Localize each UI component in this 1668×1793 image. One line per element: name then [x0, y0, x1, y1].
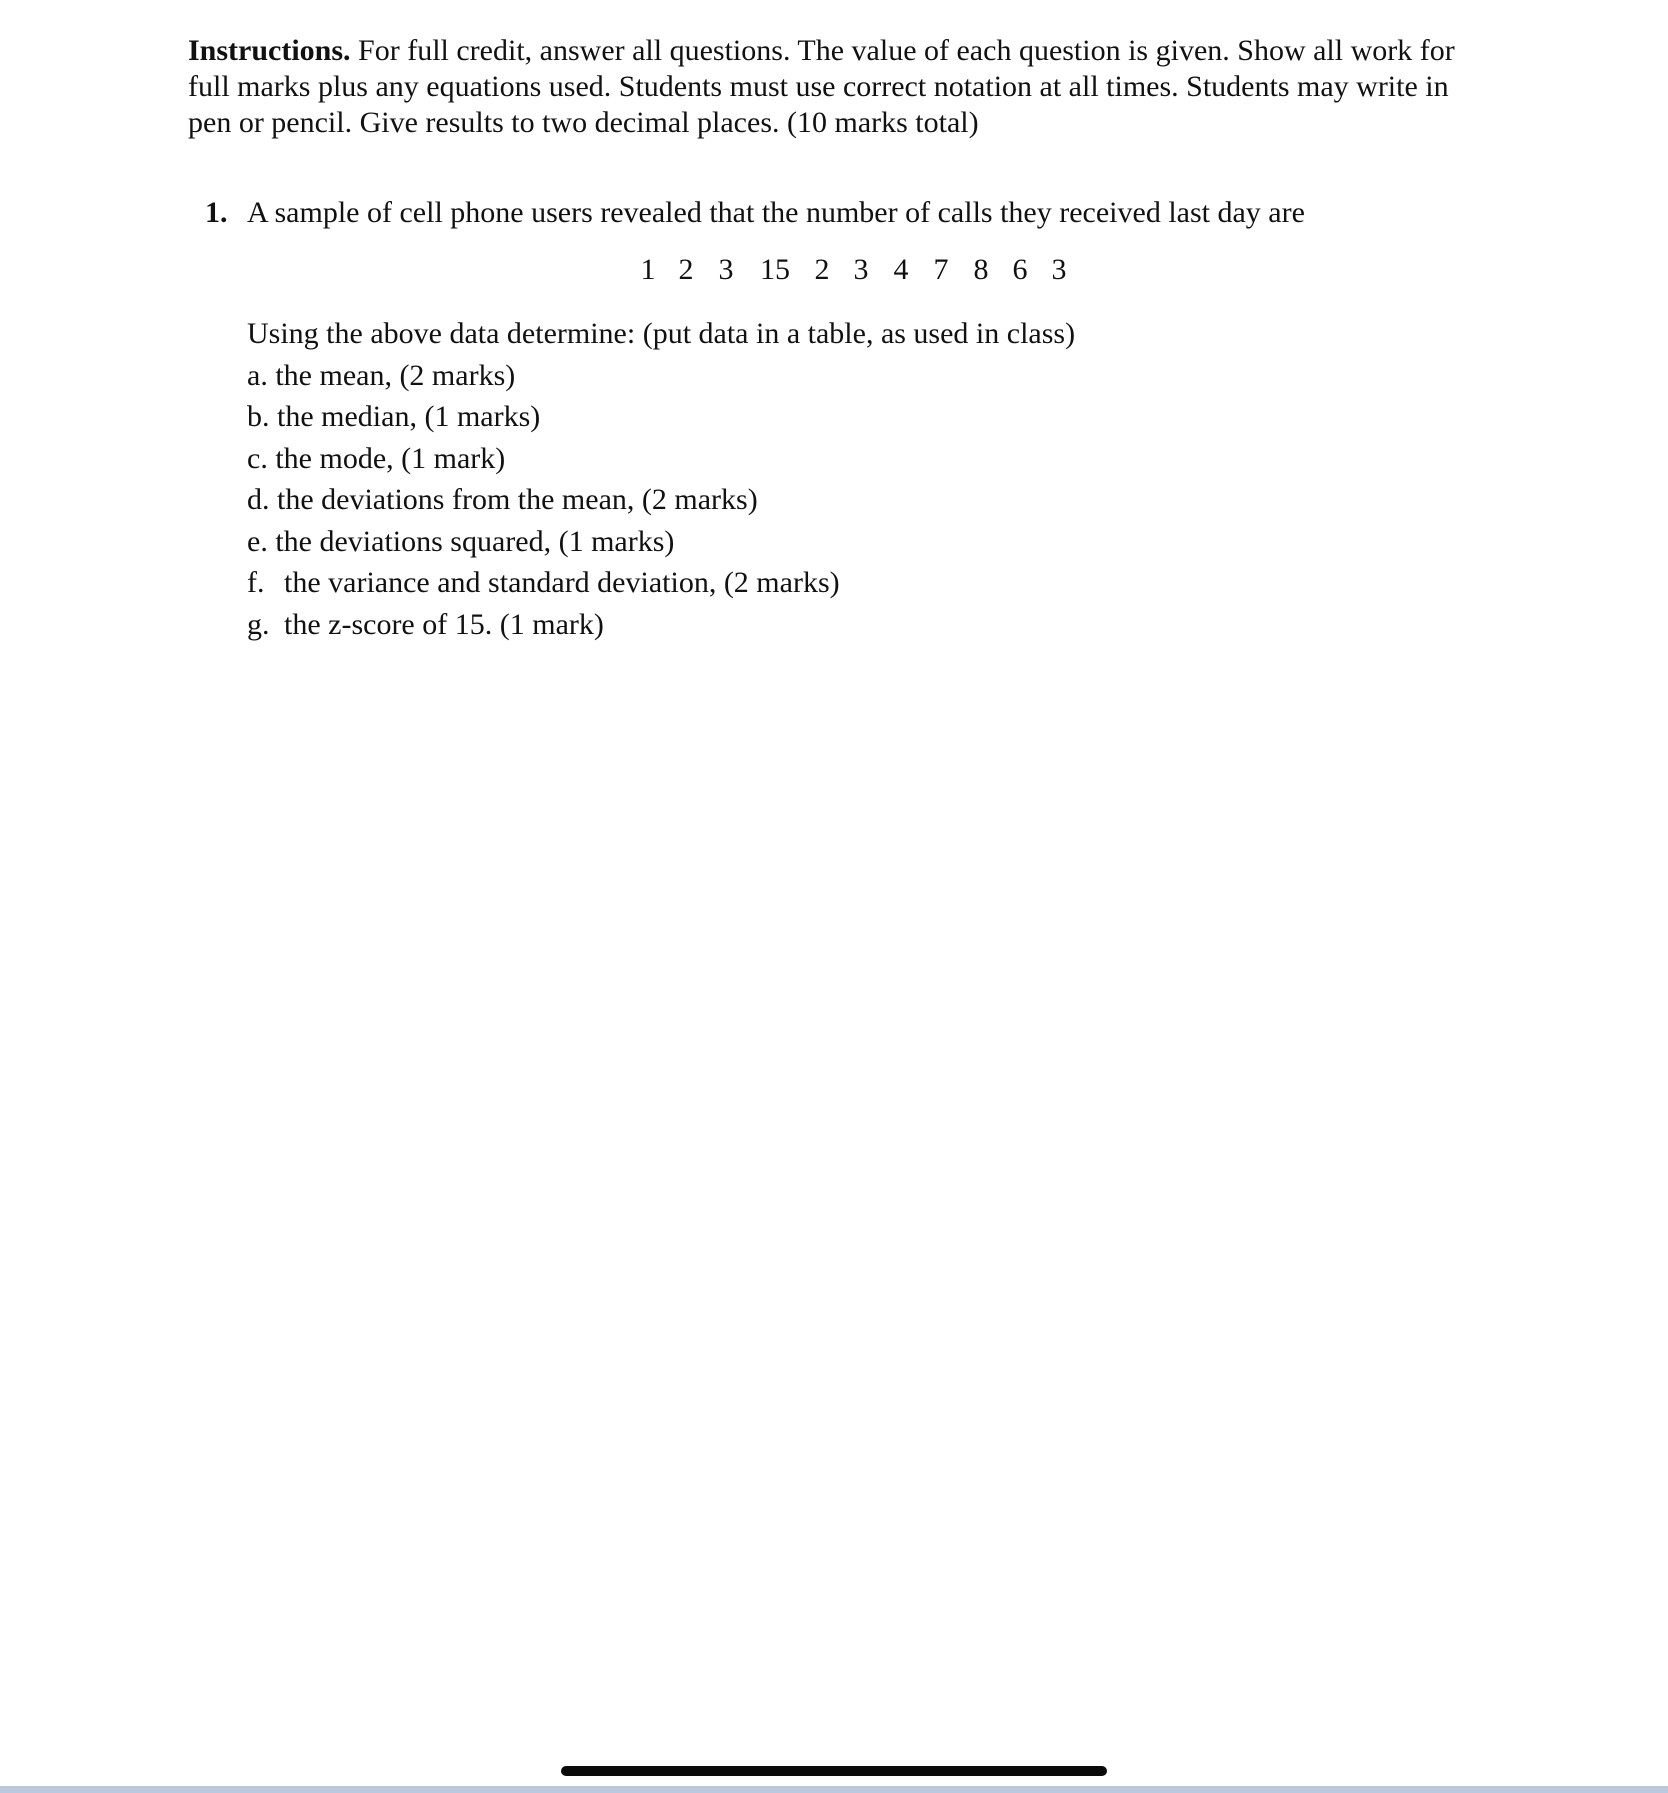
question-text: A sample of cell phone users revealed that the number of calls they received last day are — [247, 196, 1305, 229]
instructions-text: For full credit, answer all questions. The value of each question is given. Show all work for full marks plus any equations used. Students must use correct notation at all times. Students may write in pen or pencil. Give results to two decimal places. (10 marks total) — [188, 34, 1455, 139]
home-indicator-bar[interactable] — [561, 1766, 1107, 1776]
instructions-heading: Instructions. — [188, 34, 351, 67]
question-number: 1. — [205, 196, 228, 229]
data-value: 4 — [893, 253, 909, 286]
data-value: 2 — [678, 253, 694, 286]
list-item — [247, 479, 1447, 521]
item-text: the mode, (1 mark) — [275, 441, 506, 475]
item-letter: d. — [247, 483, 270, 516]
data-value: 7 — [933, 253, 949, 286]
item-letter: b. — [247, 400, 270, 433]
list-item — [247, 438, 1447, 480]
item-letter: c. — [247, 441, 268, 475]
item-letter: e. — [247, 524, 268, 558]
item-text: the mean, (2 marks) — [275, 358, 516, 392]
data-value: 3 — [853, 253, 869, 286]
item-text: the deviations squared, (1 marks) — [275, 524, 675, 558]
item-letter: g. — [247, 607, 270, 641]
list-item — [247, 604, 1447, 646]
data-value: 3 — [718, 253, 734, 286]
list-item — [247, 562, 1447, 604]
instructions-paragraph — [188, 33, 1488, 141]
item-text: the z-score of 15. (1 mark) — [284, 607, 604, 641]
item-letter: a. — [247, 358, 268, 392]
data-value: 3 — [1051, 253, 1067, 286]
item-letter: f. — [247, 566, 265, 599]
item-text: the deviations from the mean, (2 marks) — [277, 483, 758, 516]
data-value: 6 — [1012, 253, 1028, 286]
data-value: 15 — [760, 253, 790, 286]
item-text: the median, (1 marks) — [277, 400, 541, 433]
list-item — [247, 355, 1447, 397]
list-item — [247, 396, 1447, 438]
bottom-edge-divider — [0, 1786, 1668, 1793]
question-parts — [247, 313, 1447, 645]
data-value: 1 — [640, 253, 656, 286]
data-values-row — [0, 252, 1668, 288]
data-value: 2 — [814, 253, 830, 286]
item-text: the variance and standard deviation, (2 marks) — [284, 566, 840, 599]
data-value: 8 — [973, 253, 989, 286]
question-prompt: Using the above data determine: (put data in a table, as used in class) — [247, 317, 1076, 350]
question-1-stem — [205, 195, 1505, 231]
list-item — [247, 521, 1447, 563]
